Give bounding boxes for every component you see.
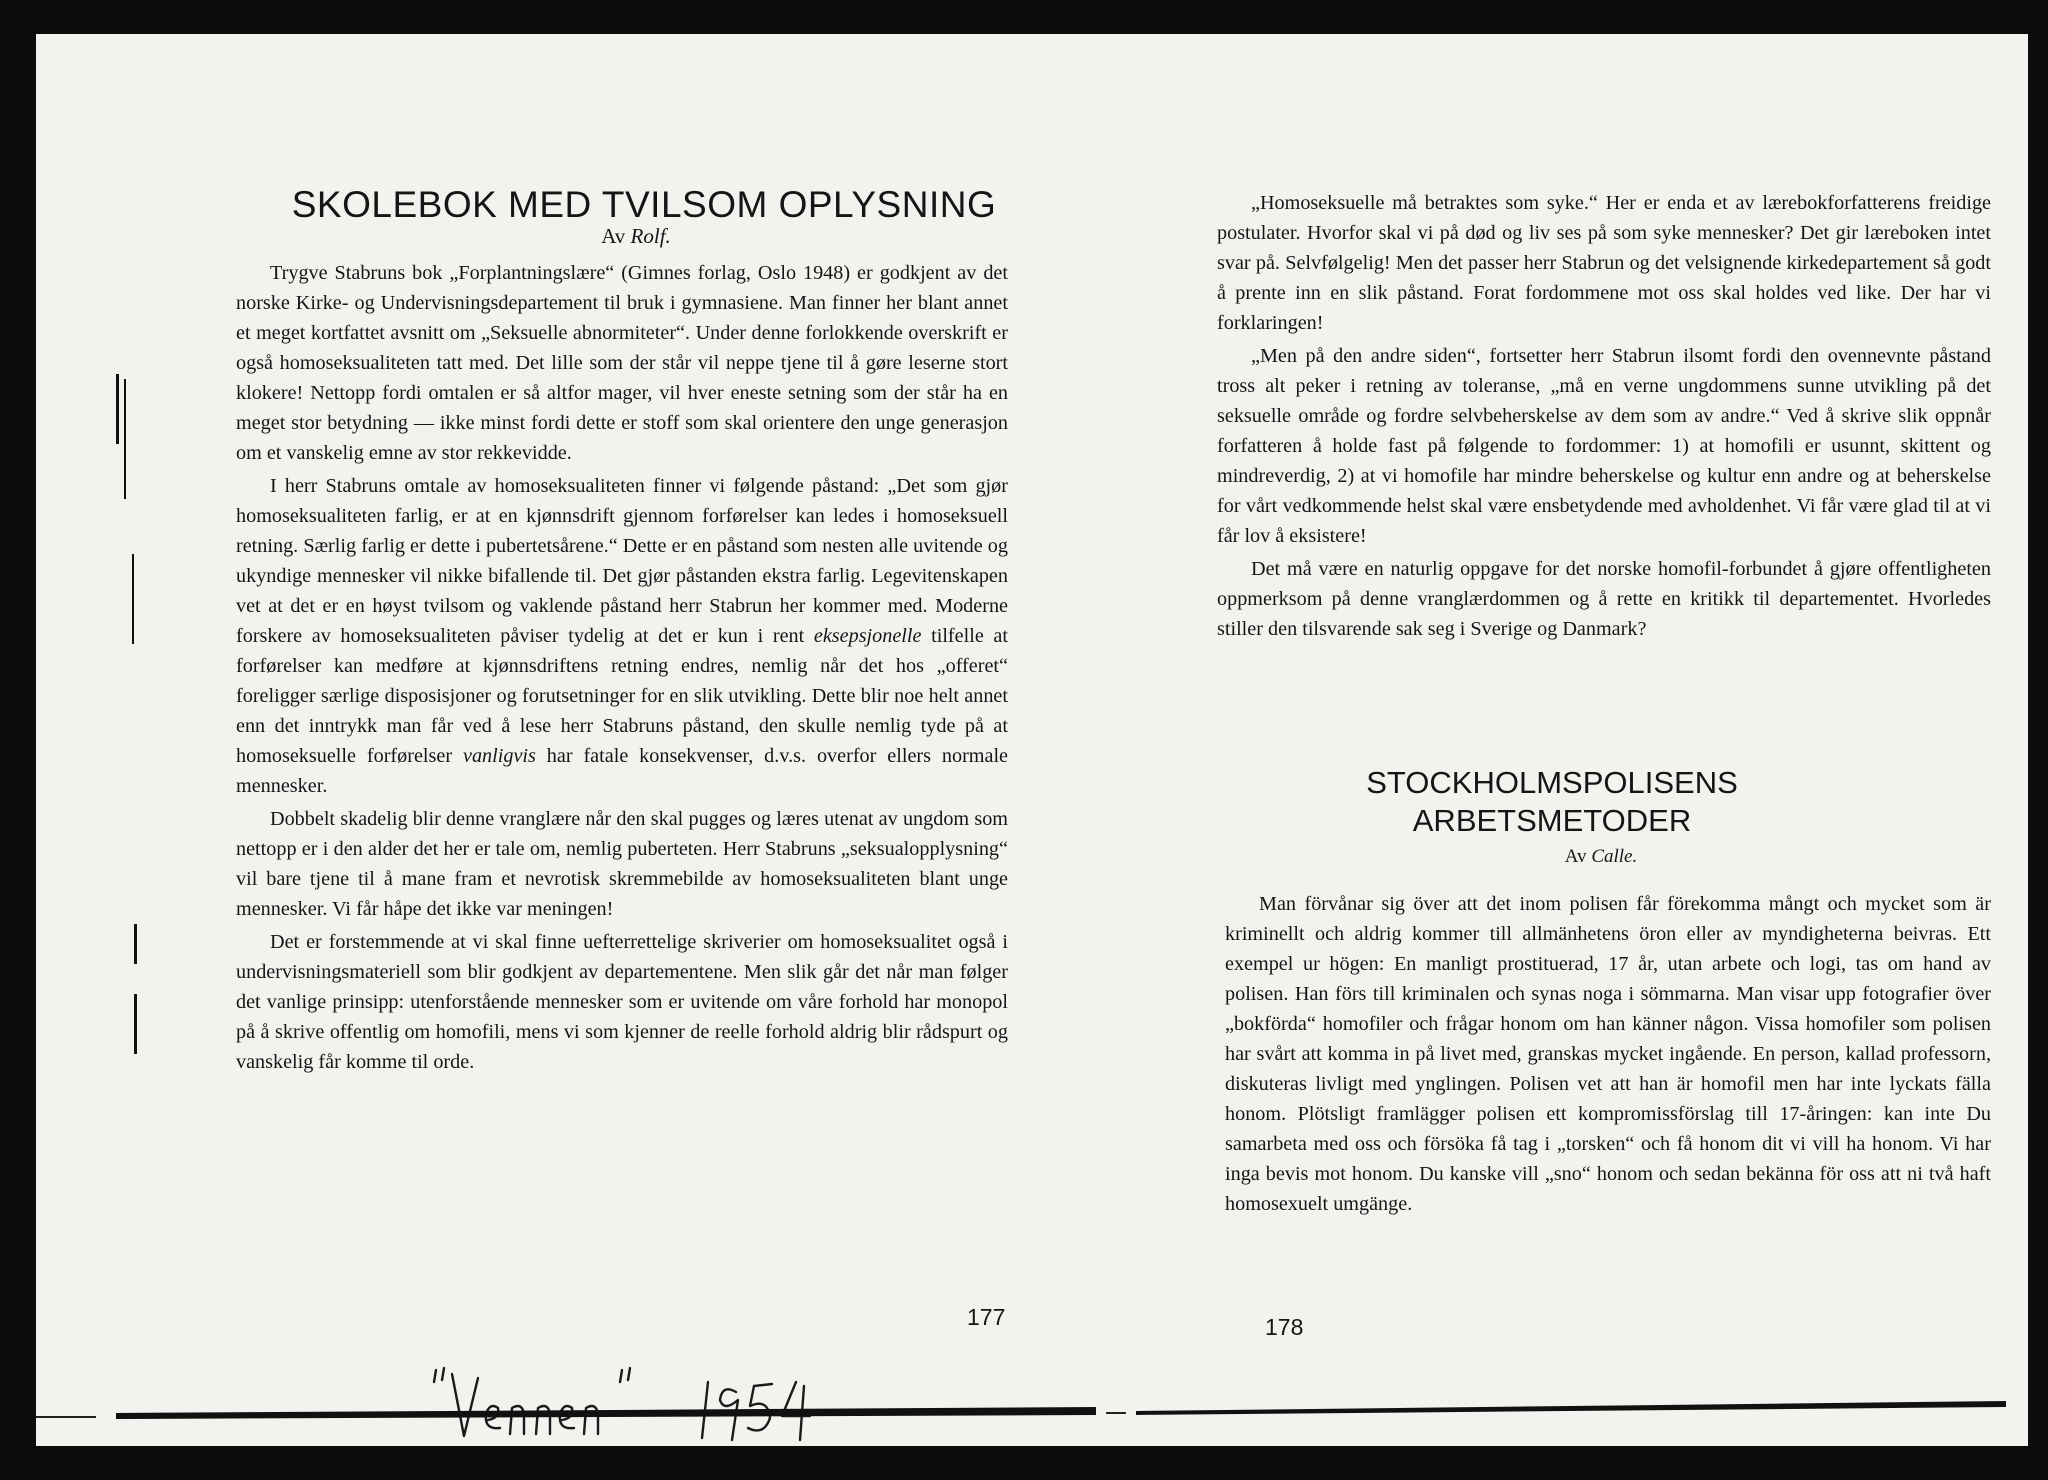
bottom-rule-lines bbox=[36, 1389, 2028, 1429]
byline-author: Rolf. bbox=[630, 224, 671, 248]
title-line: ARBETSMETODER bbox=[1412, 803, 1692, 838]
margin-scan-mark bbox=[124, 379, 126, 499]
scanned-page-spread bbox=[36, 34, 2028, 1446]
right-article-body bbox=[1225, 889, 1991, 1219]
right-article-continuation bbox=[1217, 188, 1991, 644]
paragraph: Trygve Stabruns bok „Forplantningslære“ (Gimnes forlag, Oslo 1948) er godkjent av det norske Kirke- og Undervisningsdepartement til bruk i gymnasiene. Man finner her blant annet et meget kortfattet avsnitt om „Seksuelle abnormiteter“. Under denne forlokkende overskrift er også homoseksualiteten tatt med. Det lille som der står vil neppe tjene til å gøre leserne stort klokere! Nettopp fordi omtalen er så altfor mager, vil hver eneste setning som der står ha en meget stor betydning — ikke minst fordi dette er stoff som skal orientere den unge generasjon om et vanskelig emne av stor rekkevidde. bbox=[236, 262, 1008, 464]
paragraph-text: I herr Stabruns omtale av homoseksualiteten finner vi følgende påstand: „Det som gjør homoseksualiteten farlig, er at en kjønnsdrift gjennom forførelser kan ledes i homoseksuell retning. Særlig farlig er dette i pubertetsårene.“ Dette er en påstand som nesten alle uvitende og ukyndige mennesker vil nikke bifallende til. Det gjør påstanden ekstra farlig. Legevitenskapen vet at det er en høyst tvilsom og vaklende påstand herr Stabrun her kommer med. Moderne forskere av homoseksualiteten påviser tydelig at det er kun i rent bbox=[236, 475, 1008, 647]
emphasis-text: eksepsjonelle bbox=[813, 625, 922, 647]
paragraph: Det er forstemmende at vi skal finne uefterrettelige skriverier om homoseksualitet også i undervisningsmateriell som blir godkjent av departementene. Men slik går det når man følger det vanlige prinsipp: utenforstående mennesker som er uvitende om våre forhold har monopol på å skrive offentlig om homofili, mens vi som kjenner de reelle forhold aldrig blir rådspurt og vanskelig får komme til orde. bbox=[236, 931, 1008, 1073]
title-line: STOCKHOLMSPOLISENS bbox=[1366, 765, 1738, 800]
byline-prefix: Av bbox=[601, 224, 626, 248]
left-article-body bbox=[236, 258, 1008, 1077]
paragraph-text: tilfelle at forførelser kan medføre at kjønnsdriftens retning endres, nemlig når det hos „offeret“ foreligger særlige disposisjoner og forutsetninger for en slik utvikling. Dette blir noe helt annet enn det inntrykk man får ved å lese herr Stabruns påstand, den skulle nemlig tyde på at homoseksuelle forførelser bbox=[236, 625, 1008, 767]
byline-right bbox=[1536, 846, 1666, 868]
byline-author: Calle. bbox=[1591, 846, 1638, 867]
byline-prefix: Av bbox=[1564, 846, 1587, 867]
margin-scan-mark bbox=[132, 554, 134, 644]
paragraph: „Homoseksuelle må betraktes som syke.“ Her er enda et av lærebokforfatterens freidige postulater. Hvorfor skal vi på død og liv ses på som syke mennesker? Det gir læreboken intet svar på. Selvfølgelig! Men det passer herr Stabrun og det velsignende kirkedepartement så godt å prente inn en slik påstand. Forat fordommene mot oss skal holdes ved like. Der har vi forklaringen! bbox=[1217, 192, 1991, 334]
article-title-right bbox=[1352, 764, 1752, 840]
page-number-right: 178 bbox=[1265, 1314, 1304, 1340]
paragraph: Man förvånar sig över att det inom polisen får förekomma mångt och mycket som är kriminellt och aldrig kommer till allmänhetens öron eller av myndigheterna beivras. Ett exempel ur högen: En manligt prostituerad, 17 år, utan arbete och logi, tas om hand av polisen. Han förs till kriminalen och synas noga i sömmarna. Man visar upp fotografier över „bokförda“ homofiler och frågar honom om han känner någon. Vissa homofiler som polisen har svårt att komma in på livet med, granskas mycket ingående. En person, kallad professorn, diskuteras livligt med ynglingen. Polisen vet att han är homofil men har inte lyckats fälla honom. Plötsligt framlägger polisen ett kompromissförslag till 17-åringen: kan inte Du samarbeta med oss och försöka få tag i „torsken“ och få honom dit vi vill ha honom. Vi har inga bevis mot honom. Du kanske vill „sno“ honom och sedan bekänna för oss att ni två haft homosexuelt umgänge. bbox=[1225, 893, 1991, 1215]
byline-left bbox=[536, 224, 736, 249]
paragraph: Det må være en naturlig oppgave for det norske homofil-forbundet å gjøre offentligheten oppmerksom på denne vranglærdommen og å rette en kritikk til departementet. Hvorledes stiller den tilsvarende sak seg i Sverige og Danmark? bbox=[1217, 558, 1991, 640]
paragraph bbox=[236, 471, 1008, 801]
margin-scan-mark bbox=[116, 374, 119, 444]
emphasis-text: vanligvis bbox=[462, 745, 536, 767]
margin-scan-mark bbox=[134, 924, 137, 964]
article-title-left: SKOLEBOK MED TVILSOM OPLYSNING bbox=[291, 184, 997, 225]
margin-scan-mark bbox=[134, 994, 137, 1054]
paragraph: „Men på den andre siden“, fortsetter herr Stabrun ilsomt fordi den ovennevnte påstand tross alt peker i retning av toleranse, „må en verne ungdommens sunne utvikling på det seksuelle område og fordre selvbeherskelse av dem som av andre.“ Ved å skrive slik oppnår forfatteren å holde fast på følgende to fordommer: 1) at homofili er usunnt, skittent og mindreverdig, 2) at vi homofile har mindre beherskelse og kultur enn andre og at beherskelse for vårt vedkommende helst skal være ensbetydende med avholdenhet. Vi får være glad til at vi får lov å eksistere! bbox=[1217, 345, 1991, 547]
page-number-left: 177 bbox=[967, 1304, 1006, 1330]
paragraph-text: har fatale konsekvenser, d.v.s. overfor ellers normale mennesker. bbox=[236, 745, 1009, 797]
paragraph: Dobbelt skadelig blir denne vranglære når den skal pugges og læres utenat av ungdom som nettopp er i den alder det her er tale om, nemlig puberteten. Herr Stabruns „seksualopplysning“ vil bare tjene til å mane fram et nevrotisk skremmebilde av homoseksualiteten blant unge mennesker. Vi får håpe det ikke var meningen! bbox=[236, 808, 1008, 920]
